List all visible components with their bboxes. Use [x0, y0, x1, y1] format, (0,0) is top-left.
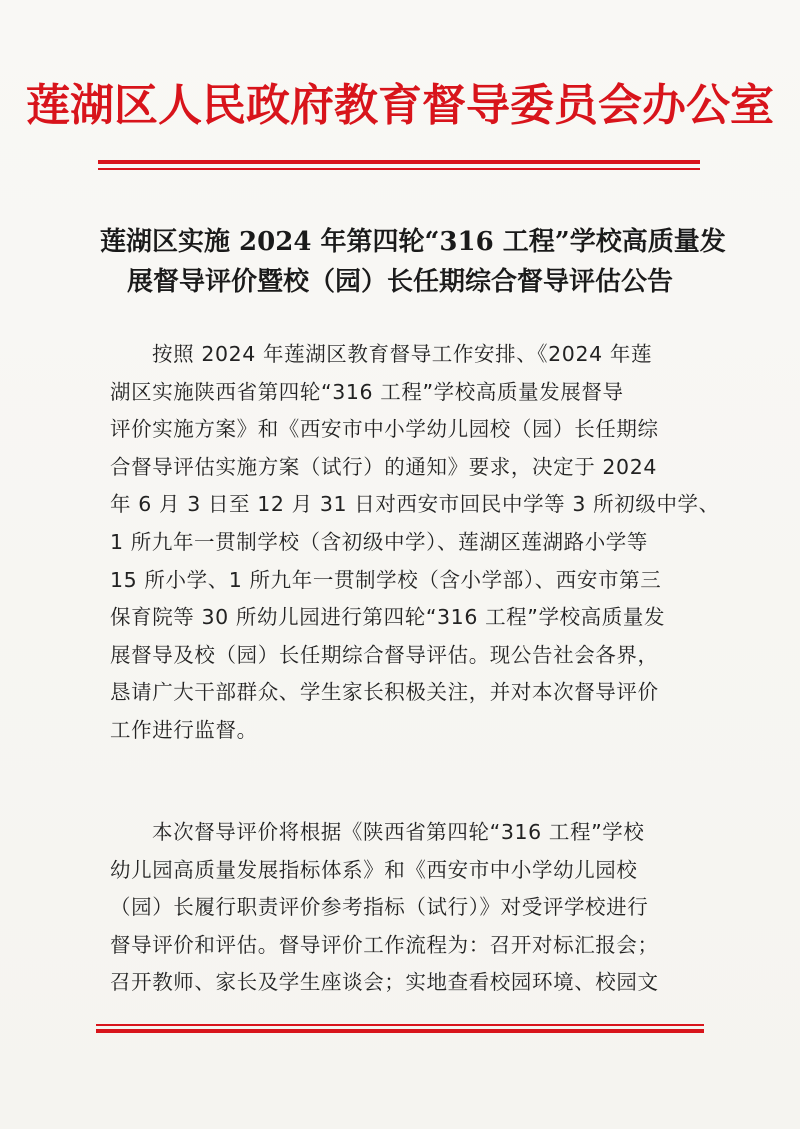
- document-title: [100, 222, 726, 302]
- title-line-1: 莲湖区实施 2024 年第四轮“316 工程”学校高质量发: [100, 227, 726, 257]
- paragraph-2: [110, 814, 700, 1002]
- title-line-2: 展督导评价暨校（园）长任期综合督导评估公告: [126, 267, 673, 297]
- text-line: 本次督导评价将根据《陕西省第四轮“316 工程”学校: [152, 820, 645, 844]
- text-line: 15 所小学、1 所九年一贯制学校（含小学部）、西安市第三: [110, 567, 662, 592]
- footer-rule-thin: [96, 1024, 704, 1026]
- paragraph-1: [110, 336, 720, 750]
- text-line: 督导评价和评估。督导评价工作流程为：召开对标汇报会；: [110, 932, 659, 957]
- text-line: 年 6 月 3 日至 12 月 31 日对西安市回民中学等 3 所初级中学、: [110, 492, 720, 517]
- masthead-rule-thick: [98, 160, 700, 164]
- masthead-title: 莲湖区人民政府教育督导委员会办公室: [26, 80, 774, 131]
- footer-rule-thick: [96, 1029, 704, 1033]
- text-line: 保育院等 30 所幼儿园进行第四轮“316 工程”学校高质量发: [110, 605, 666, 630]
- masthead-rule-thin: [98, 168, 700, 170]
- text-line: 幼儿园高质量发展指标体系》和《西安市中小学幼儿园校: [110, 857, 638, 882]
- text-line: 按照 2024 年莲湖区教育督导工作安排、《2024 年莲: [152, 342, 653, 366]
- text-line: 召开教师、家长及学生座谈会；实地查看校园环境、校园文: [110, 970, 659, 995]
- text-line: 评价实施方案》和《西安市中小学幼儿园校（园）长任期综: [110, 417, 659, 442]
- text-line: 工作进行监督。: [110, 717, 258, 742]
- text-line: 展督导及校（园）长任期综合督导评估。现公告社会各界，: [110, 642, 659, 667]
- text-line: （园）长履行职责评价参考指标（试行）》对受评学校进行: [110, 895, 649, 920]
- text-line: 湖区实施陕西省第四轮“316 工程”学校高质量发展督导: [110, 379, 624, 404]
- text-line: 合督导评估实施方案（试行）的通知》要求，决定于 2024: [110, 454, 657, 479]
- text-line: 恳请广大干部群众、学生家长积极关注，并对本次督导评价: [110, 680, 659, 705]
- text-line: 1 所九年一贯制学校（含初级中学）、莲湖区莲湖路小学等: [110, 529, 649, 554]
